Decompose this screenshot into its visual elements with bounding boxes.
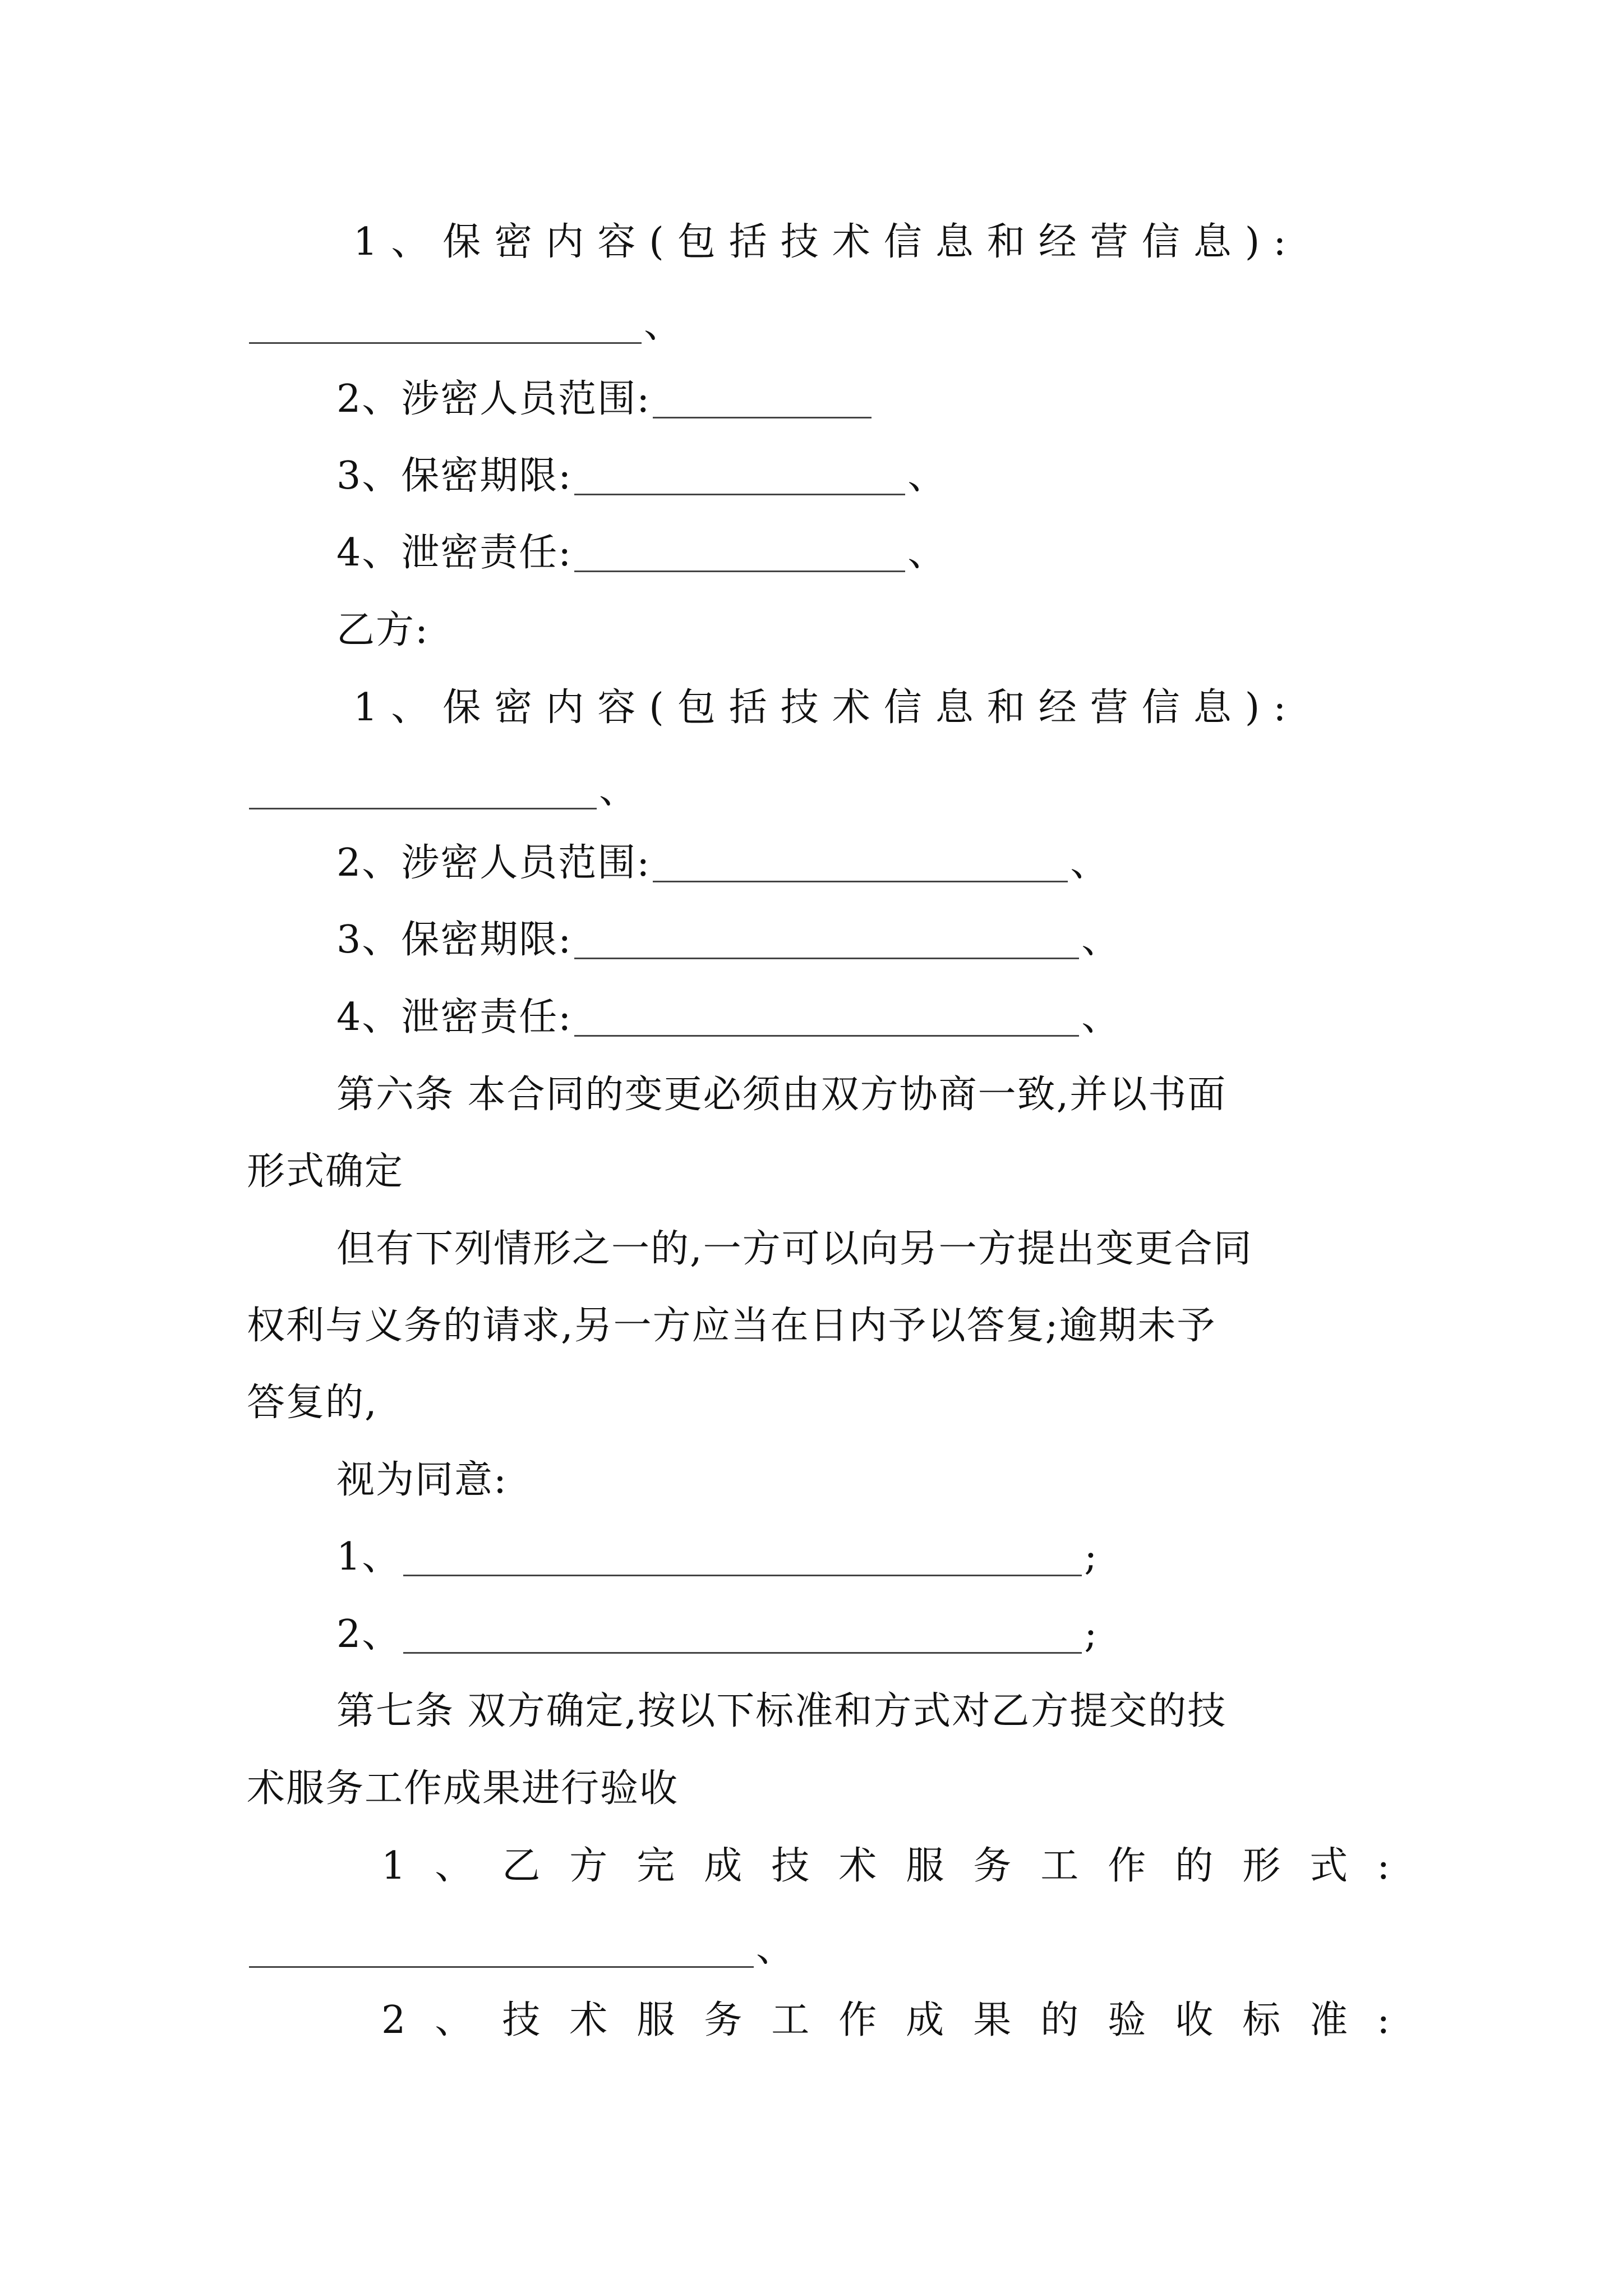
blank-field[interactable] [249,773,597,809]
party-b-item-3-label: 3、保密期限: [336,918,573,962]
party-a-item-3 [336,454,947,498]
article-7-item-2 [381,1998,1419,2042]
party-a-item-3-label: 3、保密期限: [336,454,573,498]
party-a-item-1-continued [247,302,684,347]
article-6-paragraph-line-3: 答复的, [247,1381,378,1425]
separator: ; [1084,1612,1099,1657]
party-a-item-4 [336,531,947,575]
blank-field[interactable] [403,1617,1082,1654]
party-a-item-2-label: 2、涉密人员范围: [336,377,651,421]
blank-field[interactable] [574,923,1079,959]
separator: 、 [1081,918,1121,962]
blank-field[interactable] [653,846,1068,882]
article-7-item-1-text: 1、乙方完成技术服务工作的形式: [381,1844,1419,1888]
article-6-item-1-number: 1、 [336,1535,402,1579]
blank-field[interactable] [653,382,872,418]
separator: 、 [1070,841,1110,885]
blank-field[interactable] [249,307,642,344]
blank-field[interactable] [574,459,905,495]
party-b-item-2-label: 2、涉密人员范围: [336,841,651,885]
separator: ; [1084,1535,1099,1579]
party-a-item-1-text: 1、保密内容(包括技术信息和经营信息): [353,220,1300,264]
party-b-item-1-text: 1、保密内容(包括技术信息和经营信息): [353,685,1300,730]
blank-field[interactable] [574,1000,1079,1037]
party-b-item-2 [336,841,1110,885]
party-a-item-1 [353,220,1300,264]
party-b-item-1-continued [247,768,639,812]
separator: 、 [907,531,947,575]
party-b-label: 乙方: [336,608,429,652]
article-6-item-2-number: 2、 [336,1612,402,1657]
article-7-line-1: 第七条 双方确定,按以下标准和方式对乙方提交的技 [336,1689,1227,1733]
separator: 、 [644,302,684,347]
separator: 、 [1081,995,1121,1039]
article-6-consent: 视为同意: [336,1458,508,1502]
separator: 、 [907,454,947,498]
party-b-item-3 [336,918,1121,962]
article-6-line-1: 第六条 本合同的变更必须由双方协商一致,并以书面 [336,1073,1227,1117]
party-a-item-4-label: 4、泄密责任: [336,531,573,575]
party-a-item-2 [336,377,874,421]
article-6-paragraph-line-2: 权利与义务的请求,另一方应当在日内予以答复;逾期未予 [247,1304,1216,1348]
article-7-item-1-continued [247,1926,796,1971]
article-6-paragraph-line-1: 但有下列情形之一的,一方可以向另一方提出变更合同 [336,1227,1253,1271]
blank-field[interactable] [574,536,905,572]
blank-field[interactable] [403,1540,1082,1576]
party-b-item-1 [353,685,1300,730]
article-6-item-2 [336,1612,1099,1657]
separator: 、 [756,1926,796,1971]
party-b-item-4 [336,995,1121,1039]
article-7-item-2-text: 2、技术服务工作成果的验收标准: [381,1998,1419,2042]
article-7-item-1 [381,1844,1419,1888]
article-6-line-2: 形式确定 [247,1149,404,1194]
party-b-item-4-label: 4、泄密责任: [336,995,573,1039]
article-6-item-1 [336,1535,1099,1579]
blank-field[interactable] [249,1931,754,1968]
separator: 、 [599,768,639,812]
article-7-line-2: 术服务工作成果进行验收 [247,1766,679,1811]
